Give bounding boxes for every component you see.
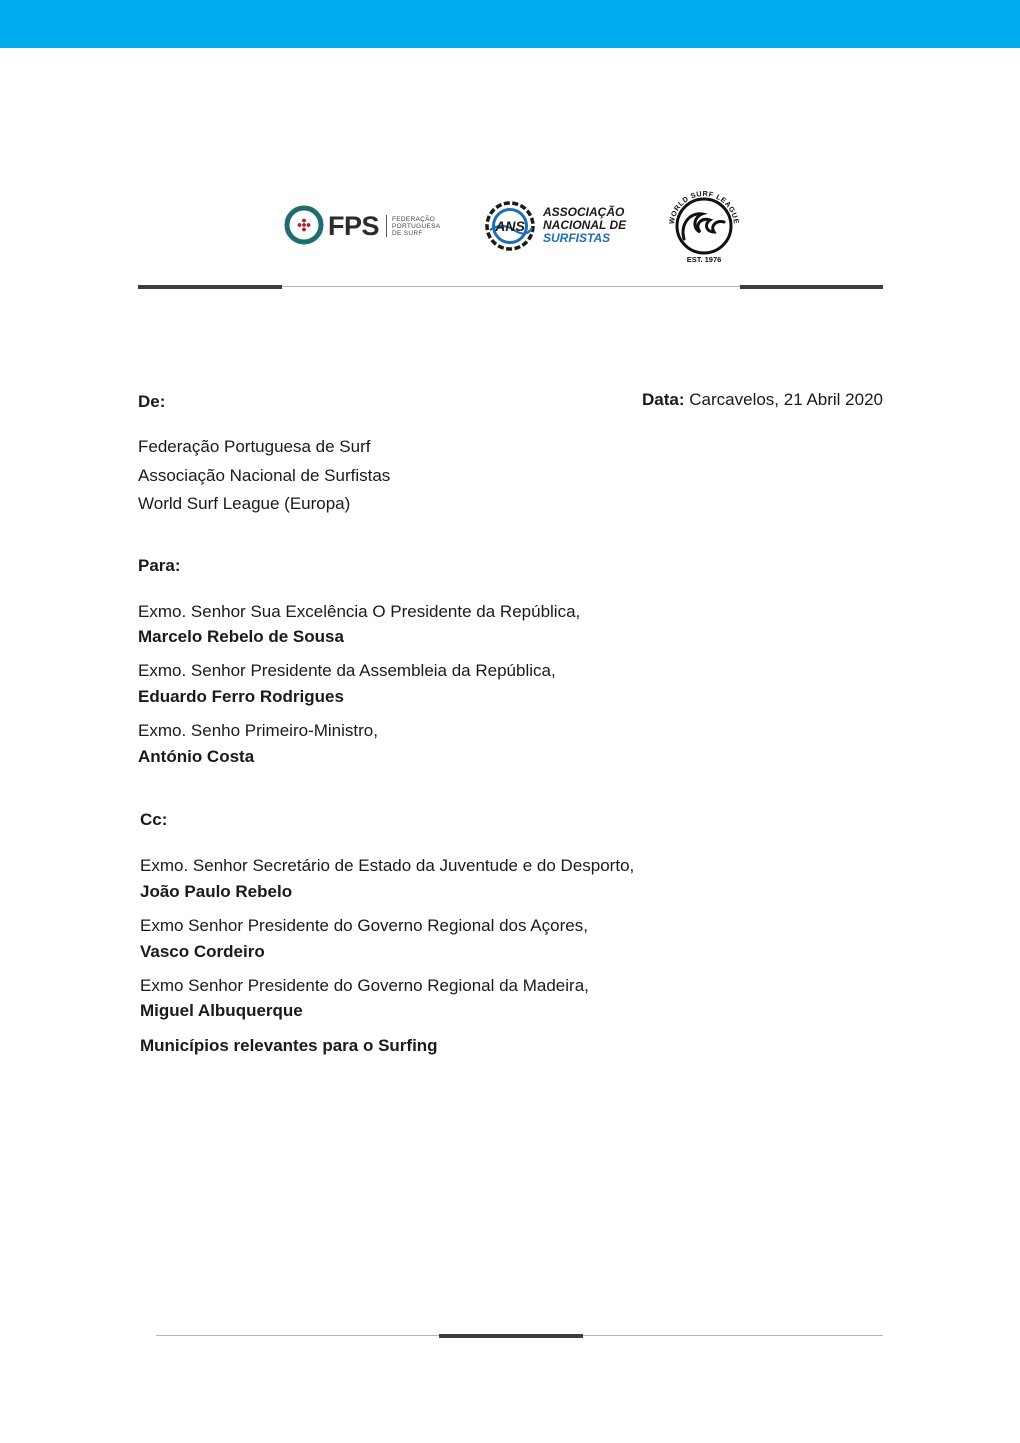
wsl-arc-text: WORLD SURF LEAGUE [666,188,742,225]
recipient-name: António Costa [138,747,255,766]
fps-separator [386,215,387,237]
cc-name: Miguel Albuquerque [140,1001,303,1020]
date-line [642,390,883,410]
sender-line: Federação Portuguesa de Surf [138,437,371,456]
top-color-bar [0,0,1020,48]
recipient-title: Exmo. Senho Primeiro-Ministro, [138,721,378,740]
date-value: Carcavelos, 21 Abril 2020 [689,390,883,409]
cc-title: Exmo. Senhor Secretário de Estado da Juventude e do Desporto, [140,856,635,875]
cc-extra: Municípios relevantes para o Surfing [140,1036,438,1055]
cc-label: Cc: [140,810,168,829]
wsl-est: EST. 1976 [686,255,722,264]
to-label: Para: [138,556,181,575]
cc-title: Exmo Senhor Presidente do Governo Regional da Madeira, [140,976,589,995]
sender-line: World Surf League (Europa) [138,494,351,513]
fps-subtitle: FEDERAÇÃO PORTUGUESA DE SURF [392,216,441,237]
fps-wordmark: FPS [328,211,380,241]
ans-logo [484,200,634,252]
from-label: De: [138,392,166,411]
wsl-emblem-icon [664,184,744,266]
fps-logo [284,205,444,249]
ans-emblem-text: ANS [495,218,525,234]
cc-name: Vasco Cordeiro [140,942,265,961]
recipient-name: Marcelo Rebelo de Sousa [138,627,344,646]
recipient-title: Exmo. Senhor Sua Excelência O Presidente da República, [138,602,581,621]
recipient-name: Eduardo Ferro Rodrigues [138,687,344,706]
header-rule-right-accent [740,285,883,289]
ans-emblem-icon [484,200,536,252]
footer-rule-accent [439,1334,583,1338]
date-label: Data: [642,390,685,409]
sender-line: Associação Nacional de Surfistas [138,466,391,485]
cc-name: João Paulo Rebelo [140,882,293,901]
cc-title: Exmo Senhor Presidente do Governo Regional dos Açores, [140,916,588,935]
header-rule-left-accent [138,285,282,289]
ans-wordmark: ASSOCIAÇÃO NACIONAL DE SURFISTAS [543,205,627,245]
recipient-title: Exmo. Senhor Presidente da Assembleia da República, [138,661,556,680]
fps-emblem-icon [284,205,324,245]
wsl-logo [664,184,744,266]
